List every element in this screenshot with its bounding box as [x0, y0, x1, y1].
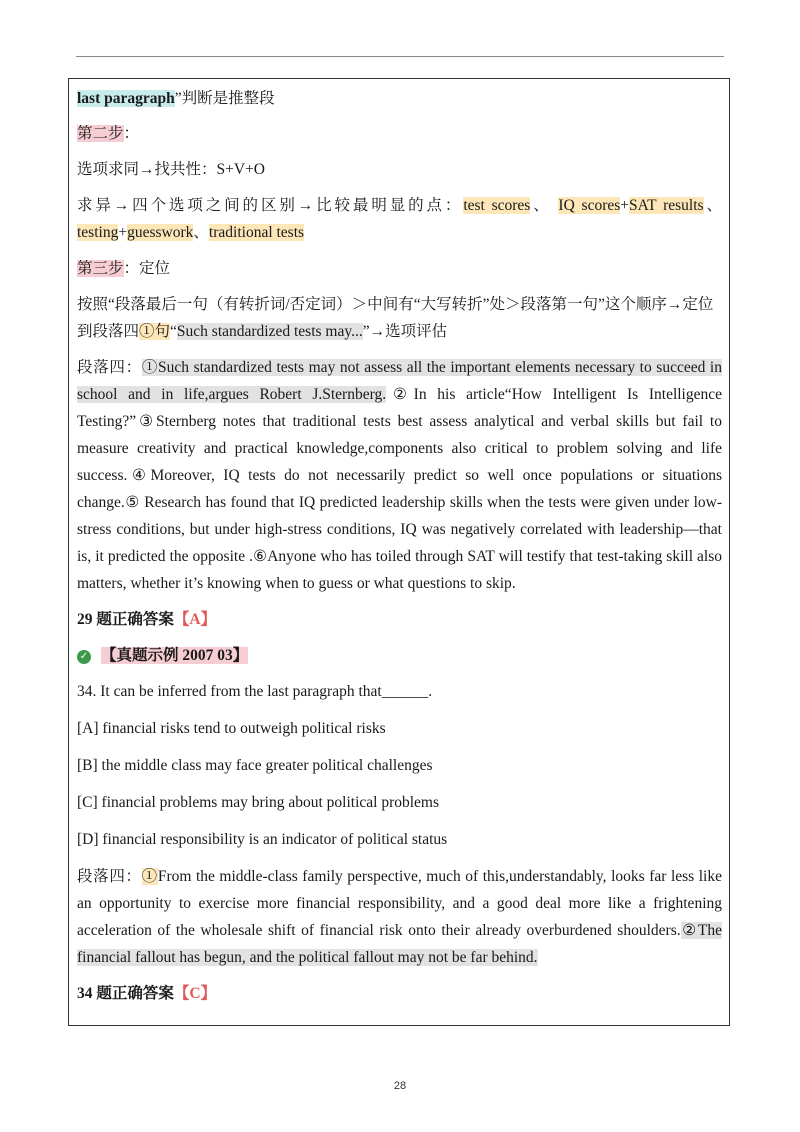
- passage-four-b: 段落四：①From the middle-class family perspective, much of this,understandably, looks far less like an opportunity to exercise more financial responsibility, and a good deal more like a frightening acceleration of the wholesale shift of financial risk onto their already overburdened shoulders.②The financial fallout has begun, and the political fallout may not be far behind.: [77, 868, 723, 966]
- content-box: [68, 78, 730, 1026]
- sentence-2: ②The financial fallout has begun, and the political fallout may not be far behind.: [77, 922, 723, 966]
- option-b: [B] the middle class may face greater political challenges: [77, 757, 433, 774]
- checkmark-icon: ✓: [77, 650, 91, 664]
- question-stem: 34. It can be inferred from the last paragraph that______.: [77, 683, 433, 700]
- sentence-1: ①Such standardized tests may not assess all the important elements necessary to succeed in school and in life,argues Robert J.Sternberg.: [77, 359, 722, 403]
- option-c: [C] financial problems may bring about political problems: [77, 794, 440, 811]
- step2-label: 第二步：: [77, 125, 140, 142]
- example-header: ✓ 【真题示例 2007 03】: [77, 642, 722, 669]
- option-a: [A] financial risks tend to outweigh political risks: [77, 720, 386, 737]
- option-d: [D] financial responsibility is an indicator of political status: [77, 831, 448, 848]
- seek-common-line: 选项求同→找共性：S+V+O: [77, 161, 265, 178]
- seek-diff-line: 求异→四个选项之间的区别→比较最明显的点：test scores、 IQ scores+SAT results、 testing+guesswork、traditional tests: [77, 197, 722, 241]
- intro-line: last paragraph”判断是推整段: [77, 90, 275, 107]
- sentence-2: ②In his article“How Intelligent Is Intelligence Testing?”: [77, 386, 723, 430]
- sentence-1: From the middle-class family perspective, much of this,understandably, looks far less like an opportunity to exercise more financial responsibility, and a good deal more like a frightening acceleration of the wholesale shift of financial risk onto their already overburdened shoulders.: [77, 868, 722, 939]
- answer-34: 34 题正确答案【C】: [77, 985, 217, 1002]
- sentence-3: ③Sternberg notes that traditional tests best assess analytical and verbal skills but fail to measure creativity and practical knowledge,components also critical to problem solving and life success.: [77, 413, 722, 484]
- term-highlight: last paragraph: [77, 90, 175, 107]
- step3-label: 第三步：定位: [77, 260, 171, 277]
- sentence-5: ⑤ Research has found that IQ predicted leadership skills when the tests were given under low-stress conditions, but under high-stress conditions, IQ was negatively correlated with leadership—that is, it predicted the opposite .: [77, 494, 722, 565]
- passage-four-a: 段落四：①Such standardized tests may not assess all the important elements necessary to succeed in school and in life,argues Robert J.Sternberg.②In his article“How Intelligent Is Intelligence Testing?”③Sternberg notes that traditional tests best assess analytical and verbal skills but fail to measure creativity and practical knowledge,components also critical to problem solving and life success.④Moreover, IQ tests do not necessarily predict so well once populations or situations change.⑤ Research has found that IQ predicted leadership skills when the tests were given under low-stress conditions, but under high-stress conditions, IQ was negatively correlated with leadership—that is, it predicted the opposite .⑥Anyone who has toiled through SAT will testify that test-taking skill also matters, whether it’s knowing when to guess or what questions to skip.: [77, 359, 723, 592]
- page-number: 28: [393, 1080, 407, 1092]
- header-rule: [76, 56, 724, 57]
- answer-29: 29 题正确答案【A】: [77, 611, 217, 628]
- sentence-6: ⑥Anyone who has toiled through SAT will testify that test-taking skill also matters, whether it’s knowing when to guess or what questions to skip.: [77, 548, 722, 592]
- sentence-4: ④Moreover, IQ tests do not necessarily predict so well once populations or situations change.: [77, 467, 722, 511]
- locate-instruction: 按照“段落最后一句（有转折词/否定词）＞中间有“大写转折”处＞段落第一句”这个顺序→定位到段落四①句“Such standardized tests may...”→选项评估: [77, 296, 714, 340]
